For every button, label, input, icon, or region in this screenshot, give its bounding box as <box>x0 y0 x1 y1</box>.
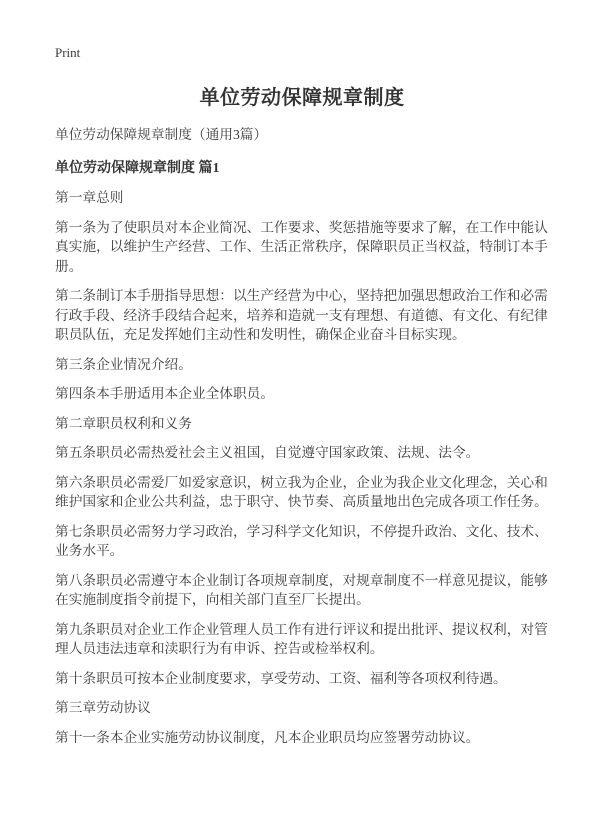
paragraph: 第三章劳动协议 <box>55 700 151 715</box>
document-body <box>55 188 549 747</box>
print-button[interactable]: Print <box>55 45 81 60</box>
paragraph: 第三条企业情况介绍。 <box>55 356 192 372</box>
paragraph: 第一章总则 <box>55 190 124 205</box>
paragraph: 第二条制订本手册指导思想：以生产经营为中心，坚持把加强思想政治工作和必需行政手段、经济手段结合起来，培养和造就一支有理想、有道德、有文化、有纪律职员队伍，充足发挥她们主动性和发明性，确保企业奋斗目标实现。 <box>55 288 548 342</box>
paragraph: 第五条职员必需热爱社会主义祖国，自觉遵守国家政策、法规、法令。 <box>55 445 480 460</box>
document-subtitle: 单位劳动保障规章制度（通用3篇） <box>55 127 268 142</box>
paragraph: 第十条职员可按本企业制度要求，享受劳动、工资、福利等各项权利待遇。 <box>55 670 507 686</box>
paragraph: 第七条职员必需努力学习政治，学习科学文化知识，不停提升政治、文化、技术、业务水平。 <box>55 523 548 558</box>
paragraph: 第八条职员必需遵守本企业制订各项规章制度，对规章制度不一样意见提议，能够在实施制度指令前提下，向相关部门直至厂长提出。 <box>55 572 548 607</box>
paragraph: 第二章职员权利和义务 <box>55 415 192 431</box>
paragraph: 第六条职员必需爱厂如爱家意识，树立我为企业，企业为我企业文化理念，关心和维护国家和企业公共利益，忠于职守、快节奏、高质量地出色完成各项工作任务。 <box>55 474 548 509</box>
paragraph: 第一条为了使职员对本企业简况、工作要求、奖惩措施等要求了解，在工作中能认真实施，以维护生产经营、工作、生活正常秩序，保障职员正当权益，特制订本手册。 <box>55 219 548 274</box>
paragraph: 第九条职员对企业工作企业管理人员工作有进行评议和提出批评、提议权利，对管理人员违法违章和渎职行为有申诉、控告或检举权利。 <box>55 621 548 656</box>
section-heading: 单位劳动保障规章制度 篇1 <box>55 160 220 176</box>
page-title: 单位劳动保障规章制度 <box>199 87 405 109</box>
paragraph: 第十一条本企业实施劳动协议制度，凡本企业职员均应签署劳动协议。 <box>55 729 480 745</box>
paragraph: 第四条本手册适用本企业全体职员。 <box>55 386 275 401</box>
